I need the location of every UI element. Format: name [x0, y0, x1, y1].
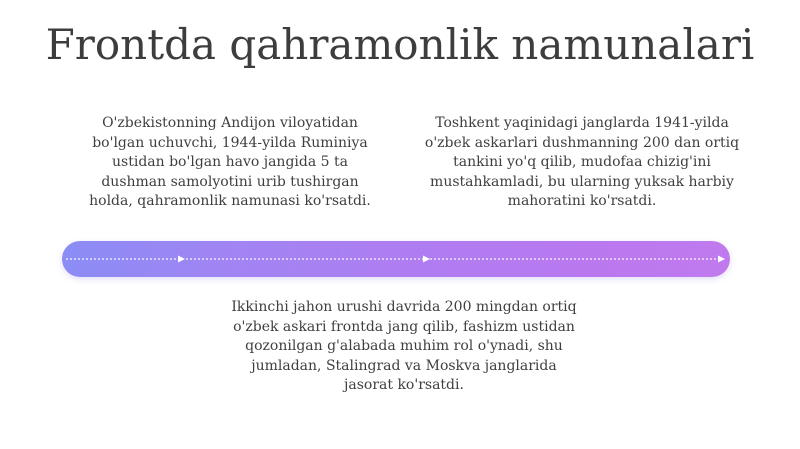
event-card-andijon-pilot	[70, 114, 390, 212]
page-title: Frontda qahramonlik namunalari	[45, 20, 755, 69]
card-line: qozonilgan g'alabada muhim rol o'ynadi, shu	[245, 338, 563, 354]
card-line: O'zbekistonning Andijon viloyatidan	[102, 115, 358, 131]
card-line: o'zbek askari frontda jang qilib, fashizm ustidan	[233, 318, 575, 335]
card-line: holda, qahramonlik namunasi ko'rsatdi.	[89, 193, 371, 209]
event-card-ww2-summary	[224, 298, 584, 396]
arrow-icon	[178, 256, 185, 263]
card-line: mustahkamladi, bu ularning yuksak harbiy	[430, 173, 734, 190]
card-line: mahoratini ko'rsatdi.	[507, 193, 657, 209]
card-line: ustidan bo'lgan havo jangida 5 ta	[112, 154, 348, 170]
card-line: jasorat ko'rsatdi.	[344, 377, 464, 393]
card-line: jumladan, Stalingrad va Moskva janglarida	[251, 357, 557, 374]
card-line: tankini yo'q qilib, mudofaa chizig'ini	[453, 154, 711, 170]
timeline-bar	[62, 241, 730, 277]
event-card-tashkent-battles	[412, 114, 752, 212]
card-line: bo'lgan uchuvchi, 1944-yilda Ruminiya	[92, 134, 368, 151]
card-line: Ikkinchi jahon urushi davrida 200 mingdan ortiq	[231, 299, 577, 315]
card-line: Toshkent yaqinidagi janglarda 1941-yilda	[435, 115, 729, 131]
card-line: o'zbek askarlari dushmanning 200 dan ortiq	[424, 134, 740, 151]
card-line: dushman samolyotini urib tushirgan	[101, 173, 359, 190]
arrow-icon	[718, 256, 725, 263]
timeline-line	[62, 241, 730, 277]
arrow-icon	[423, 256, 430, 263]
